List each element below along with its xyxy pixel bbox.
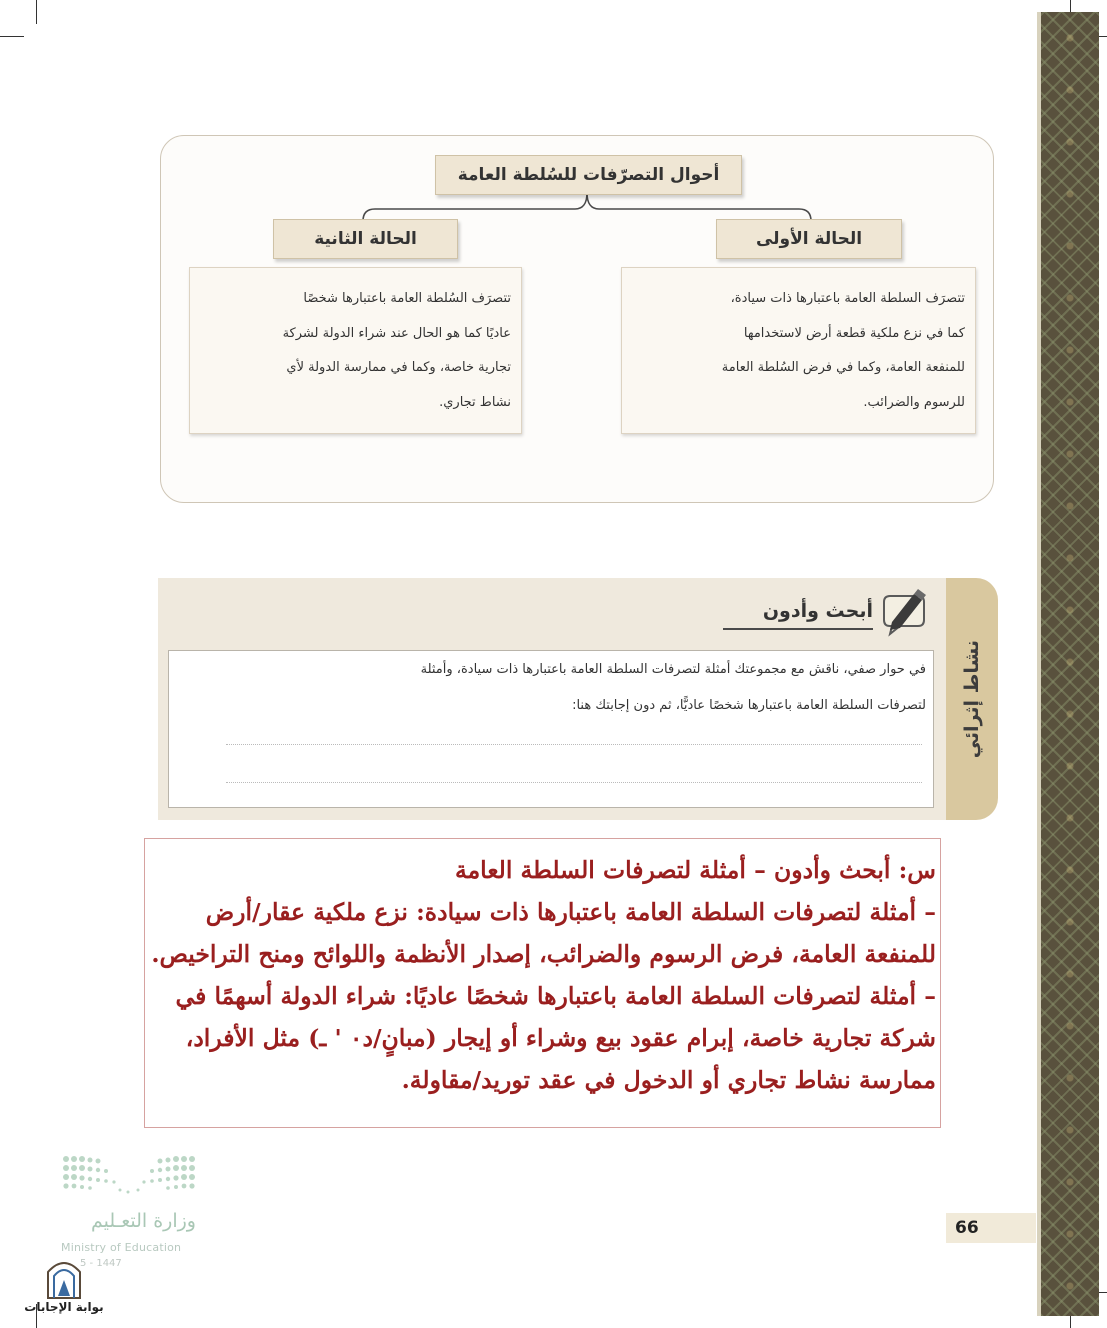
answer-line: ممارسة نشاط تجاري أو الدخول في عقد توريد/مقاولة. [401, 1066, 936, 1094]
enrichment-activity [158, 578, 998, 820]
page-number [946, 1213, 1036, 1243]
answer-line: س: أبحث وأدون – أمثلة لتصرفات السلطة العامة [454, 856, 936, 884]
activity-title: أبحث وأدون [723, 600, 873, 630]
activity-tab-label: نشاط إثرائي [961, 639, 983, 759]
case-first-description [621, 267, 976, 434]
activity-tab [946, 578, 998, 820]
text-line: تجارية خاصة، وكما في ممارسة الدولة لأي [286, 360, 511, 375]
case-first-label: الحالة الأولى [716, 219, 902, 259]
activity-instruction [178, 652, 926, 724]
answer-line: – أمثلة لتصرفات السلطة العامة باعتبارها شخصًا عاديًا: شراء الدولة أسهمًا في [175, 982, 936, 1010]
diagram-title: أحوال التصرّفات للسُلطة العامة [435, 155, 742, 195]
ministry-year: 5 - 1447 [80, 1258, 122, 1269]
text-line: تتصرَف السُلطة العامة باعتبارها شخصًا [303, 291, 511, 306]
answer-line: شركة تجارية خاصة، إبرام عقود بيع وشراء أو إيجار (مبانٍ/د٠ ' ـ) مثل الأفراد، [185, 1024, 936, 1052]
pencil-speech-bubble-icon [878, 588, 928, 638]
case-second-label: الحالة الثانية [273, 219, 458, 259]
text-line: للمنفعة العامة، وكما في فرض السُلطة العامة [721, 360, 965, 375]
text-line: تتصرَف السلطة العامة باعتبارها ذات سيادة، [730, 291, 965, 306]
answer-line: للمنفعة العامة، فرض الرسوم والضرائب، إصدار الأنظمة واللوائح ومنح التراخيص. [151, 940, 936, 968]
answer-dotted-line [226, 744, 922, 745]
case-second-description [189, 267, 522, 434]
answer-line: – أمثلة لتصرفات السلطة العامة باعتبارها ذات سيادة: نزع ملكية عقار/أرض [205, 898, 936, 926]
ministry-logo-icon [62, 1154, 198, 1200]
gate-logo-icon [44, 1256, 84, 1300]
text-line: للرسوم والضرائب. [863, 394, 965, 410]
instruction-line: في حوار صفي، ناقش مع مجموعتك أمثلة لتصرفات السلطة العامة باعتبارها ذات سيادة، وأمثلة [420, 662, 926, 677]
instruction-line: لتصرفات السلطة العامة باعتبارها شخصًا عاديًّا، ثم دون إجابتك هنا: [572, 698, 926, 713]
ministry-arabic-name: وزارة التعـليم [90, 1210, 196, 1232]
answer-box [144, 838, 941, 1128]
text-line: نشاط تجاري. [439, 394, 511, 410]
activity-panel [158, 578, 946, 820]
text-line: كما في نزع ملكية قطعة أرض لاستخدامها [743, 325, 965, 341]
ministry-english-name: Ministry of Education [61, 1241, 182, 1254]
answer-dotted-line [226, 782, 922, 783]
watermark-label: بوابة الإجابات [24, 1300, 104, 1314]
text-line: عاديًا كما هو الحال عند شراء الدولة لشركة [282, 325, 511, 341]
page-number-text: 66 [955, 1218, 979, 1238]
diagram-connectors [0, 0, 1107, 260]
